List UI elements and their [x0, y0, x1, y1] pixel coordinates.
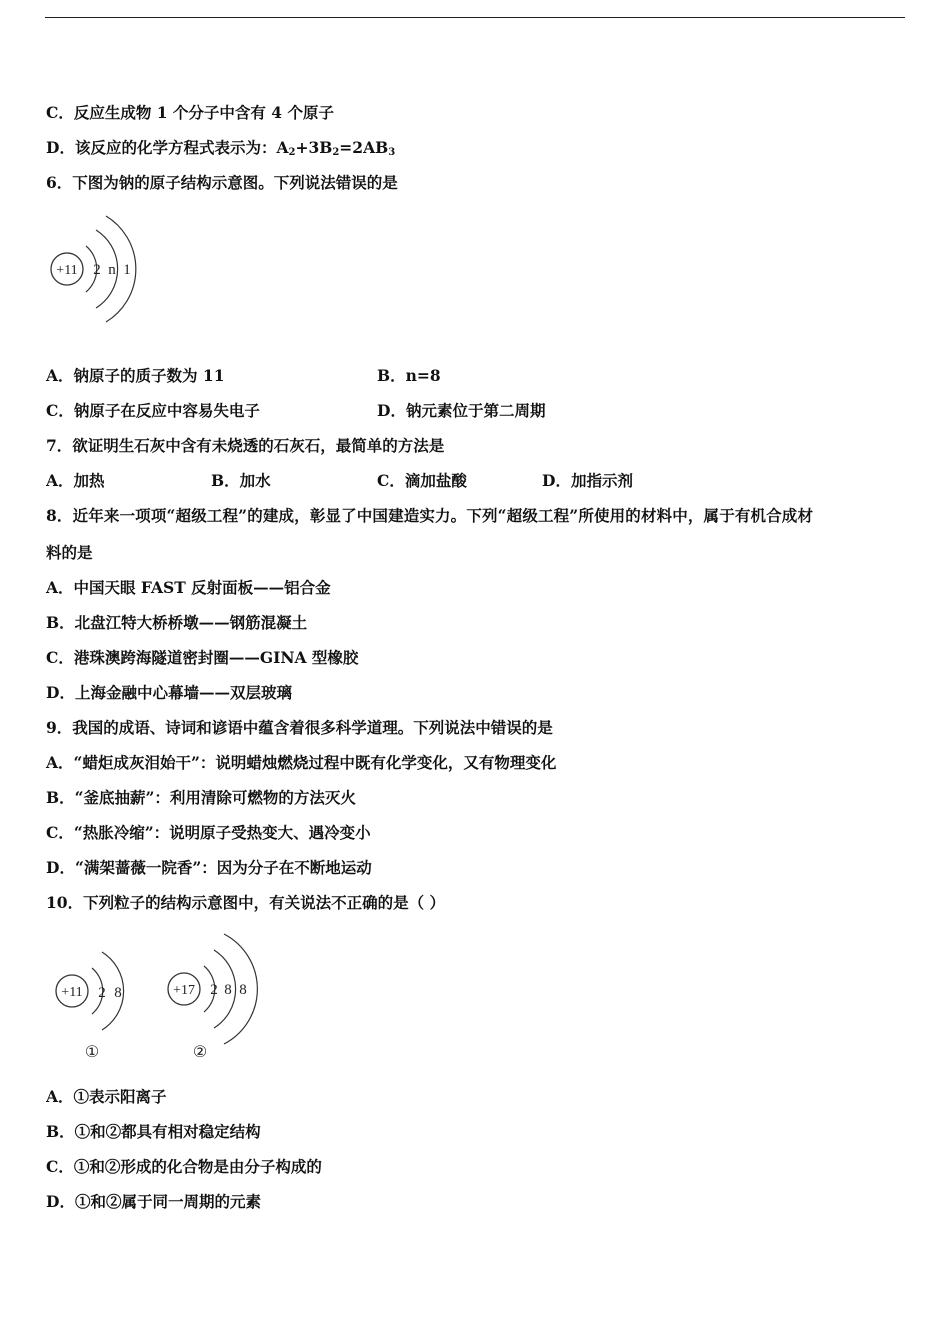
q5-formula: $A_2+3B_2=2AB_3$: [276, 138, 396, 158]
q10-option-d: D．①和②属于同一周期的元素: [46, 1192, 261, 1211]
q6-option-a: A．钠原子的质子数为 11: [46, 366, 225, 385]
particle-structure-diagrams: [44, 928, 264, 1068]
q7-option-b: B．加水: [211, 471, 271, 490]
q6-option-c: C．钠原子在反应中容易失电子: [46, 401, 260, 420]
shell-electrons-2: 8: [114, 985, 122, 1001]
q7-stem: 7．欲证明生石灰中含有未烧透的石灰石，最简单的方法是: [46, 436, 445, 455]
particle-2-diagram: [168, 934, 257, 1061]
nucleus-charge: +11: [61, 985, 83, 1000]
q8-option-a: A．中国天眼 FAST 反射面板——铝合金: [46, 578, 331, 597]
q9-stem: 9．我国的成语、诗词和谚语中蕴含着很多科学道理。下列说法中错误的是: [46, 718, 553, 737]
q9-option-b: B．“釜底抽薪”：利用清除可燃物的方法灭火: [46, 788, 356, 807]
nucleus-charge: +11: [56, 263, 78, 278]
q9-option-c: C．“热胀冷缩”：说明原子受热变大、遇冷变小: [46, 823, 371, 842]
particle-1-label: ①: [84, 1044, 100, 1061]
shell-electrons-2: 8: [224, 982, 232, 998]
q10-stem: 10．下列粒子的结构示意图中，有关说法不正确的是（ ）: [46, 893, 445, 912]
q8-stem: 8．近年来一项项“超级工程”的建成，彰显了中国建造实力。下列“超级工程”所使用的材料中，属于有机合成材: [46, 506, 814, 525]
header-rule: [45, 17, 905, 18]
q6-stem: 6．下图为钠的原子结构示意图。下列说法错误的是: [46, 173, 398, 192]
sodium-atom-diagram: [44, 208, 144, 328]
q8-option-c: C．港珠澳跨海隧道密封圈——GINA 型橡胶: [46, 648, 359, 667]
q7-option-c: C．滴加盐酸: [377, 471, 467, 490]
shell-electrons-3: 8: [239, 982, 247, 998]
shell-electrons-3: 1: [123, 262, 131, 278]
q7-option-a: A．加热: [46, 471, 105, 490]
q5-option-d-text: D．该反应的化学方程式表示为：: [46, 138, 277, 157]
shell-electrons-1: 2: [98, 985, 106, 1001]
q8-option-d: D．上海金融中心幕墙——双层玻璃: [46, 683, 292, 702]
shell-electrons-1: 2: [210, 982, 218, 998]
q10-option-a: A．①表示阳离子: [46, 1087, 167, 1106]
q6-option-b: B．n=8: [377, 366, 441, 385]
q10-option-c: C．①和②形成的化合物是由分子构成的: [46, 1157, 322, 1176]
shell-electrons-2: n: [108, 262, 116, 278]
q9-option-d: D．“满架蔷薇一院香”：因为分子在不断地运动: [46, 858, 372, 877]
nucleus-charge: +17: [173, 983, 195, 998]
q6-option-d: D．钠元素位于第二周期: [377, 401, 546, 420]
particle-2-label: ②: [192, 1044, 208, 1061]
q9-option-a: A．“蜡炬成灰泪始干”：说明蜡烛燃烧过程中既有化学变化，又有物理变化: [46, 753, 557, 772]
q10-option-b: B．①和②都具有相对稳定结构: [46, 1122, 261, 1141]
q8-option-b: B．北盘江特大桥桥墩——钢筋混凝土: [46, 613, 308, 632]
particle-1-diagram: [56, 952, 124, 1061]
q8-stem-continued: 料的是: [46, 543, 93, 562]
shell-electrons-1: 2: [93, 262, 101, 278]
q5-option-c: C．反应生成物 1 个分子中含有 4 个原子: [46, 103, 334, 122]
q5-option-d: [46, 138, 395, 163]
q7-option-d: D．加指示剂: [542, 471, 633, 490]
